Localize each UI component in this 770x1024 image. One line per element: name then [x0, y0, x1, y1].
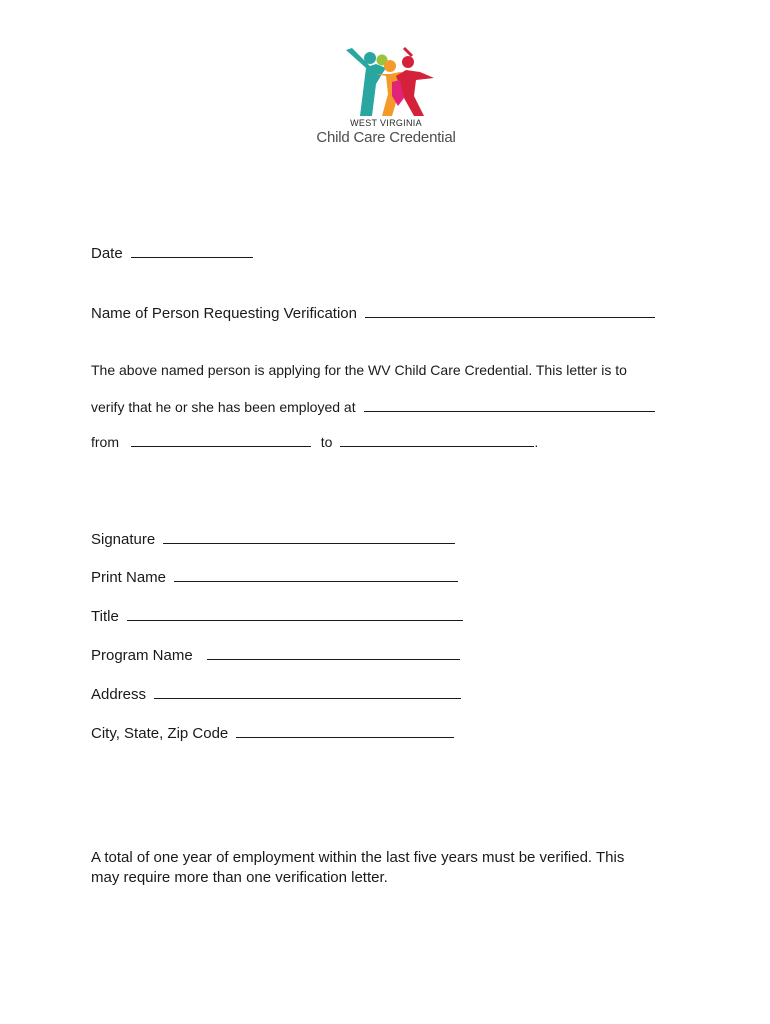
print-name-label: Print Name — [91, 569, 167, 586]
logo-state-text: WEST VIRGINIA — [350, 118, 422, 128]
title-label: Title — [91, 608, 119, 625]
period-text: . — [534, 434, 539, 450]
requester-row — [91, 303, 655, 322]
city-state-zip-label: City, State, Zip Code — [91, 725, 229, 742]
wv-child-care-credential-logo — [312, 46, 460, 150]
signature-label: Signature — [91, 531, 156, 548]
to-label: to — [320, 434, 333, 450]
note-line-1: A total of one year of employment within the last five years must be verified. This — [91, 849, 625, 866]
title-row — [91, 606, 463, 625]
print-name-field[interactable] — [174, 567, 458, 582]
dates-row — [91, 432, 538, 450]
paragraph-line-1: The above named person is applying for the WV Child Care Credential. This letter is to — [91, 362, 627, 378]
program-name-label: Program Name — [91, 647, 193, 664]
signature-field[interactable] — [163, 529, 455, 544]
requester-field[interactable] — [365, 303, 655, 318]
employer-field[interactable] — [364, 397, 655, 412]
to-date-field[interactable] — [340, 432, 534, 447]
title-field[interactable] — [127, 606, 463, 621]
city-state-zip-row — [91, 723, 454, 742]
date-row — [91, 243, 253, 262]
date-field[interactable] — [131, 243, 253, 258]
from-label: from — [91, 434, 119, 450]
employment-note — [91, 848, 691, 888]
logo-name-text: Child Care Credential — [316, 129, 456, 146]
date-label: Date — [91, 245, 123, 262]
address-field[interactable] — [154, 684, 461, 699]
print-name-row — [91, 567, 458, 586]
address-row — [91, 684, 461, 703]
address-label: Address — [91, 686, 147, 703]
children-figures-icon — [342, 46, 434, 122]
signature-row — [91, 529, 455, 548]
from-date-field[interactable] — [131, 432, 311, 447]
city-state-zip-field[interactable] — [236, 723, 454, 738]
program-name-row — [91, 645, 460, 664]
program-name-field[interactable] — [207, 645, 460, 660]
requester-label: Name of Person Requesting Verification — [91, 305, 357, 322]
employer-row — [91, 397, 655, 415]
employer-label: verify that he or she has been employed at — [91, 399, 356, 415]
note-line-2: may require more than one verification letter. — [91, 869, 388, 886]
